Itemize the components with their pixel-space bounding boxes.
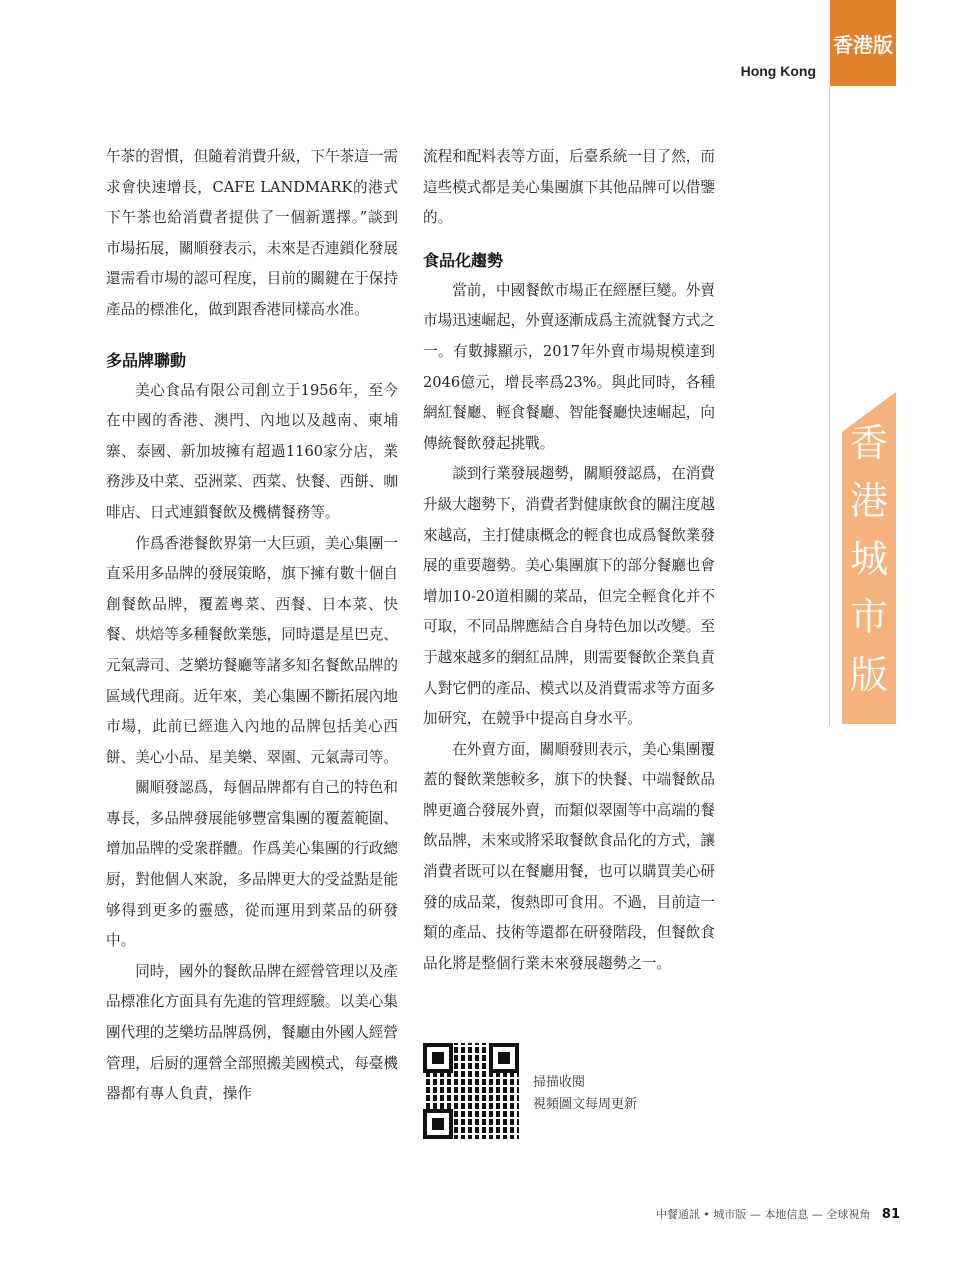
margin-divider [829,86,830,726]
edition-tab: 香港版 [830,0,896,86]
region-label: Hong Kong [740,63,816,79]
paragraph: 談到行業發展趨勢，關順發認爲，在消費升級大趨勢下，消費者對健康飲食的關注度越來越高，主打健康概念的輕食也成爲餐飲業發展的重要趨勢。美心集團旗下的部分餐廳也會增加10-20道相關的菜品，但完全輕食化并不可取，不同品牌應結合自身特色加以改變。至于越來越多的網紅品牌，則需要餐飲企業負責人對它們的產品、模式以及消費需求等方面多加研究，在競爭中提高自身水平。 [423,465,715,728]
page-footer [656,1206,900,1222]
paragraph: 關順發認爲，每個品牌都有自己的特色和專長，多品牌發展能够豐富集團的覆蓋範圍、增加品牌的受衆群體。作爲美心集團的行政總厨，對他個人來說，多品牌更大的受益點是能够得到更多的靈感，從而運用到菜品的研發中。 [106,779,398,950]
footer-text: 中餐通訊 • 城市版 — 本地信息 — 全球視角 [655,1208,871,1221]
paragraph: 作爲香港餐飲界第一大巨頭，美心集團一直采用多品牌的發展策略，旗下擁有數十個自創餐飲品牌，覆蓋粵菜、西餐、日本菜、快餐、烘焙等多種餐飲業態，同時還是星巴克、元氣壽司、芝樂坊餐廳等諸多知名餐飲品牌的區域代理商。近年來，美心集團不斷拓展內地市場，此前已經進入內地的品牌包括美心西餅、美心小品、星美樂、翠園、元氣壽司等。 [106,534,398,766]
paragraph: 當前，中國餐飲市場正在經歷巨變。外賣市場迅速崛起，外賣逐漸成爲主流就餐方式之一。有數據顯示，2017年外賣市場規模達到2046億元，增長率爲23%。與此同時，各種網紅餐廳、輕食餐廳、智能餐廳快速崛起，向傳統餐飲發起挑戰。 [423,281,715,452]
paragraph: 午茶的習慣，但隨着消費升級，下午茶這一需求會快速增長，CAFE LANDMARK的港式下午茶也給消費者提供了一個新選擇。”談到市場拓展，關順發表示，未來是否連鎖化發展還需看市場的認可程度，目前的關鍵在于保持產品的標准化，做到跟香港同樣高水准。 [106,148,398,318]
paragraph: 在外賣方面，關順發則表示，美心集團覆蓋的餐飲業態較多，旗下的快餐、中端餐飲品牌更適合發展外賣，而類似翠園等中高端的餐飲品牌，未來或將采取餐飲食品化的方式，讓消費者既可以在餐廳用餐，也可以購買美心研發的成品菜，復熱即可食用。不過，目前這一類的產品、技術等還都在研發階段，但餐飲食品化將是整個行業未來發展趨勢之一。 [423,740,715,972]
qr-code-icon[interactable] [423,1043,519,1139]
article-column-right [423,142,715,979]
paragraph: 流程和配料表等方面，后臺系統一目了然，而這些模式都是美心集團旗下其他品牌可以借鑒的。 [423,148,715,227]
paragraph: 美心食品有限公司創立于1956年，至今在中國的香港、澳門、內地以及越南、柬埔寨、泰國、新加坡擁有超過1160家分店，業務涉及中菜、亞洲菜、西菜、快餐、西餅、咖啡店、日式連鎖餐飲及機構餐務等。 [106,381,398,521]
section-heading: 食品化趨勢 [423,250,504,270]
paragraph: 同時，國外的餐飲品牌在經營管理以及產品標准化方面具有先進的管理經驗。以美心集團代理的芝樂坊品牌爲例，餐廳由外國人經營管理，后厨的運營全部照搬美國模式，每臺機器都有專人負責，操作 [106,962,398,1103]
section-heading: 多品牌聯動 [106,350,187,370]
qr-caption [533,1072,637,1116]
side-banner-text: 香港城市版 [849,421,888,697]
qr-caption-line: 掃描收閱 [533,1075,586,1090]
qr-caption-line: 視頻圖文每周更新 [533,1097,638,1112]
page-number: 81 [881,1207,900,1222]
article-column-left [106,142,398,1110]
